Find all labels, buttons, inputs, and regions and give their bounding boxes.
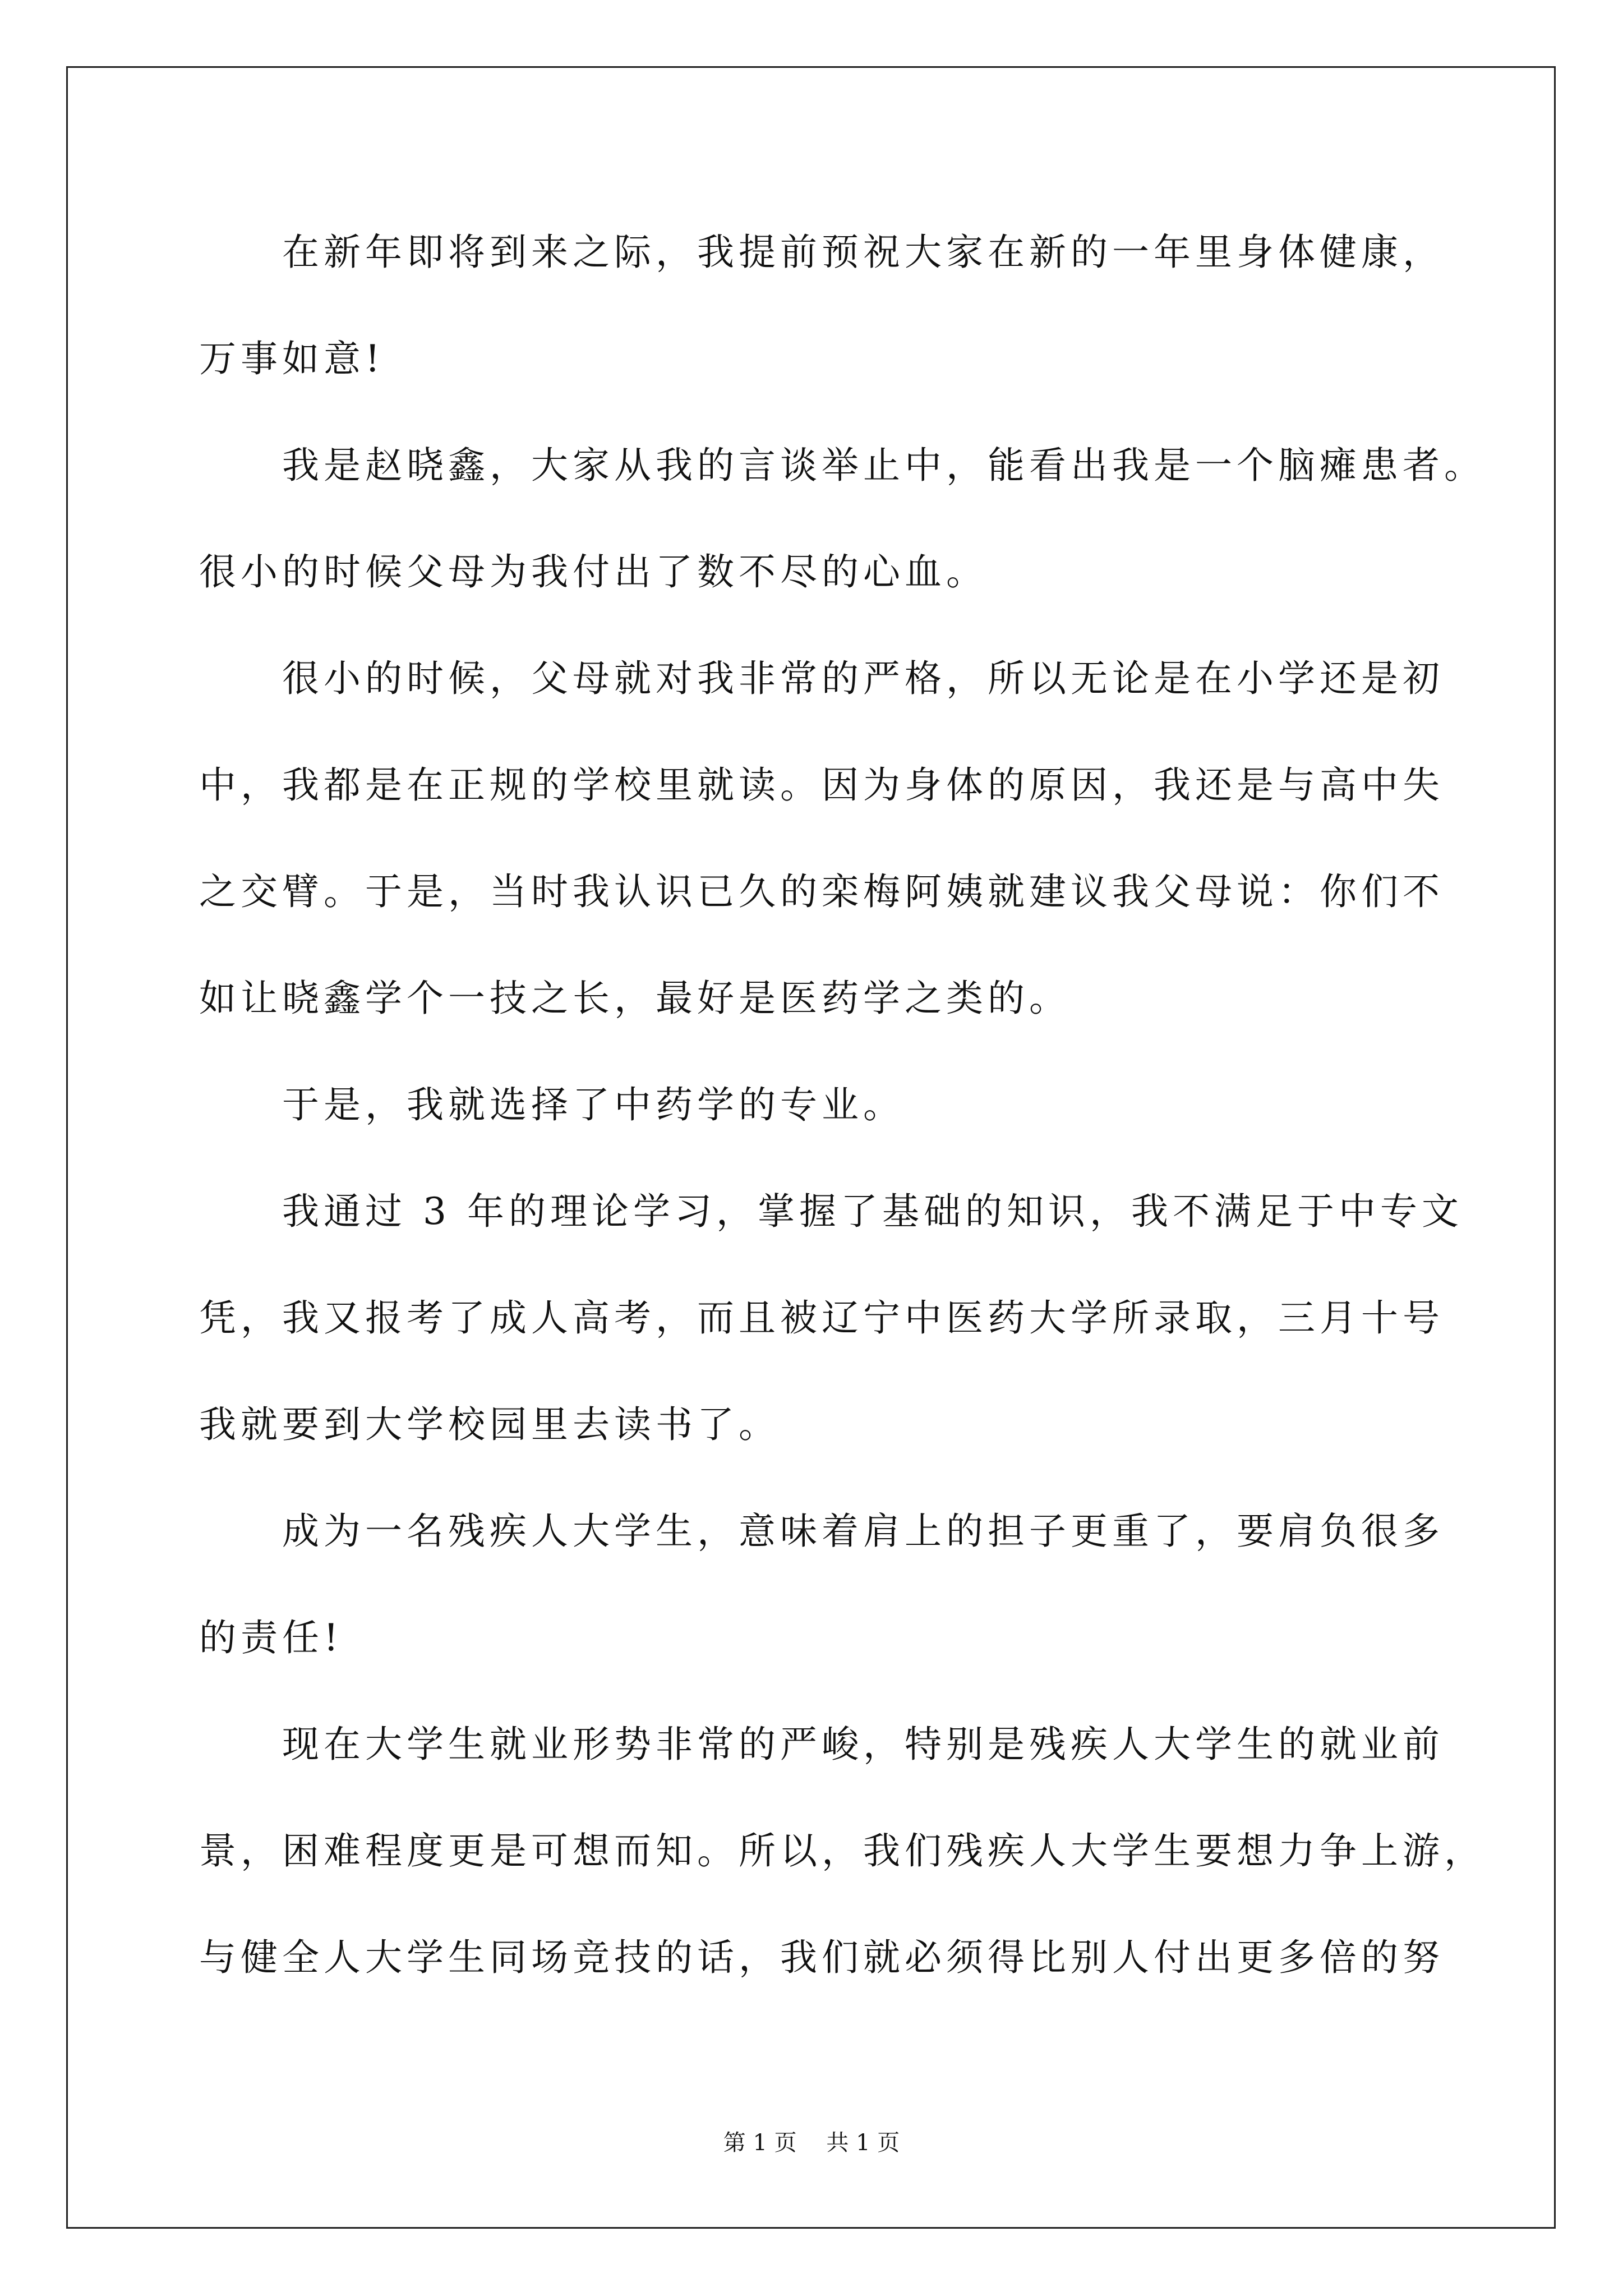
- text-line: 很小的时候父母为我付出了数不尽的心血。: [199, 550, 988, 593]
- document-body: [199, 216, 1486, 2028]
- text-line: 中，我都是在正规的学校里就读。因为身体的原因，我还是与高中失: [199, 763, 1444, 807]
- text-line: 万事如意!: [199, 337, 385, 380]
- text-line: 之交臂。于是，当时我认识已久的栾梅阿姨就建议我父母说：你们不: [199, 870, 1444, 913]
- text-line: 我是赵晓鑫，大家从我的言谈举止中，能看出我是一个脑瘫患者。: [282, 444, 1486, 487]
- page-footer: [0, 2126, 1623, 2160]
- text-line: 在新年即将到来之际，我提前预祝大家在新的一年里身体健康，: [282, 231, 1444, 274]
- text-line: 成为一名残疾人大学生，意味着肩上的担子更重了，要肩负很多: [282, 1510, 1444, 1553]
- text-line: 与健全人大学生同场竞技的话，我们就必须得比别人付出更多倍的努: [199, 1936, 1444, 1979]
- text-line: 我通过 3 年的理论学习，掌握了基础的知识，我不满足于中专文: [282, 1190, 1463, 1233]
- page-number: 第 1 页: [723, 2130, 797, 2156]
- text-line: 现在大学生就业形势非常的严峻，特别是残疾人大学生的就业前: [282, 1723, 1444, 1766]
- page-total: 共 1 页: [826, 2130, 900, 2156]
- text-line: 凭，我又报考了成人高考，而且被辽宁中医药大学所录取，三月十号: [199, 1296, 1444, 1340]
- text-line: 我就要到大学校园里去读书了。: [199, 1403, 780, 1446]
- text-line: 很小的时候，父母就对我非常的严格，所以无论是在小学还是初: [282, 657, 1444, 700]
- text-line: 于是，我就选择了中药学的专业。: [282, 1083, 905, 1126]
- text-line: 的责任!: [199, 1616, 343, 1659]
- text-line: 如让晓鑫学个一技之长，最好是医药学之类的。: [199, 977, 1071, 1020]
- text-line: 景，困难程度更是可想而知。所以，我们残疾人大学生要想力争上游，: [199, 1829, 1486, 1872]
